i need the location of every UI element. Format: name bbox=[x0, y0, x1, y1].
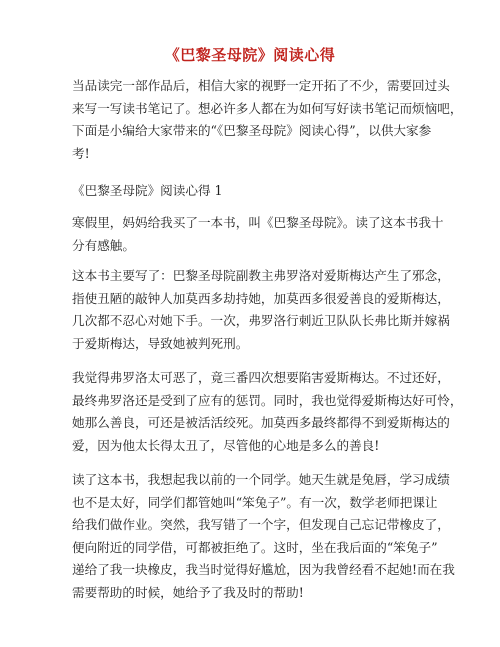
intro-line: 来写一写读书笔记了。想必许多人都在为如何写好读书笔记而烦恼吧， bbox=[72, 100, 463, 116]
section-heading-block bbox=[72, 180, 432, 203]
paragraph-line: 需要帮助的时候，她给予了我及时的帮助! bbox=[72, 584, 304, 600]
intro-paragraph bbox=[72, 75, 463, 165]
paragraph-line: 于爱斯梅达，导致她被判死刑。 bbox=[72, 335, 249, 351]
paragraph-line: 寒假里，妈妈给我买了一本书，叫《巴黎圣母院》。读了这本书我十 bbox=[72, 215, 444, 230]
paragraph-line: 最终弗罗洛还是受到了应有的惩罚。同时，我也觉得爱斯梅达好可怜， bbox=[72, 392, 463, 408]
paragraph-4 bbox=[72, 469, 455, 604]
document-title: 《巴黎圣母院》阅读心得 bbox=[164, 46, 336, 64]
section-heading: 《巴黎圣母院》阅读心得 1 bbox=[72, 183, 223, 198]
paragraph-3 bbox=[72, 367, 463, 457]
paragraph-line: 读了这本书，我想起我以前的一个同学。她天生就是兔唇，学习成绩 bbox=[72, 472, 450, 487]
paragraph-line: 递给了我一块橡皮，我当时觉得好尴尬，因为我曾经看不起她!而在我 bbox=[72, 562, 455, 577]
intro-line: 当品读完一部作品后，相信大家的视野一定开拓了不少，需要回过头 bbox=[72, 78, 450, 93]
paragraph-line: 我觉得弗罗洛太可恶了，竟三番四次想要陷害爱斯梅达。不过还好， bbox=[72, 370, 450, 385]
paragraph-line: 这本书主要写了：巴黎圣母院副教主弗罗洛对爱斯梅达产生了邪念， bbox=[72, 268, 450, 283]
paragraph-line: 她那么善良，可还是被活活绞死。加莫西多最终都得不到爱斯梅达的 bbox=[72, 415, 450, 430]
paragraph-line: 也不是太好，同学们都管她叫“笨兔子”。有一次，数学老师把课让 bbox=[72, 494, 438, 510]
paragraph-line: 分有感触。 bbox=[72, 237, 135, 253]
intro-line: 下面是小编给大家带来的“《巴黎圣母院》阅读心得”，以供大家参 bbox=[72, 123, 432, 138]
intro-line: 考! bbox=[72, 145, 90, 161]
paragraph-line: 爱，因为他太长得太丑了，尽管他的心地是多么的善良! bbox=[72, 437, 380, 453]
paragraph-line: 给我们做作业。突然，我写错了一个字，但发现自己忘记带橡皮了， bbox=[72, 517, 450, 532]
paragraph-1 bbox=[72, 212, 444, 257]
paragraph-line: 指使丑陋的敲钟人加莫西多劫持她，加莫西多很爱善良的爱斯梅达， bbox=[72, 290, 450, 306]
paragraph-line: 几次都不忍心对她下手。一次，弗罗洛行刺近卫队队长弗比斯并嫁祸 bbox=[72, 313, 450, 328]
paragraph-line: 便向附近的同学借，可都被拒绝了。这时，坐在我后面的“笨兔子” bbox=[72, 539, 438, 555]
paragraph-2 bbox=[72, 265, 450, 355]
